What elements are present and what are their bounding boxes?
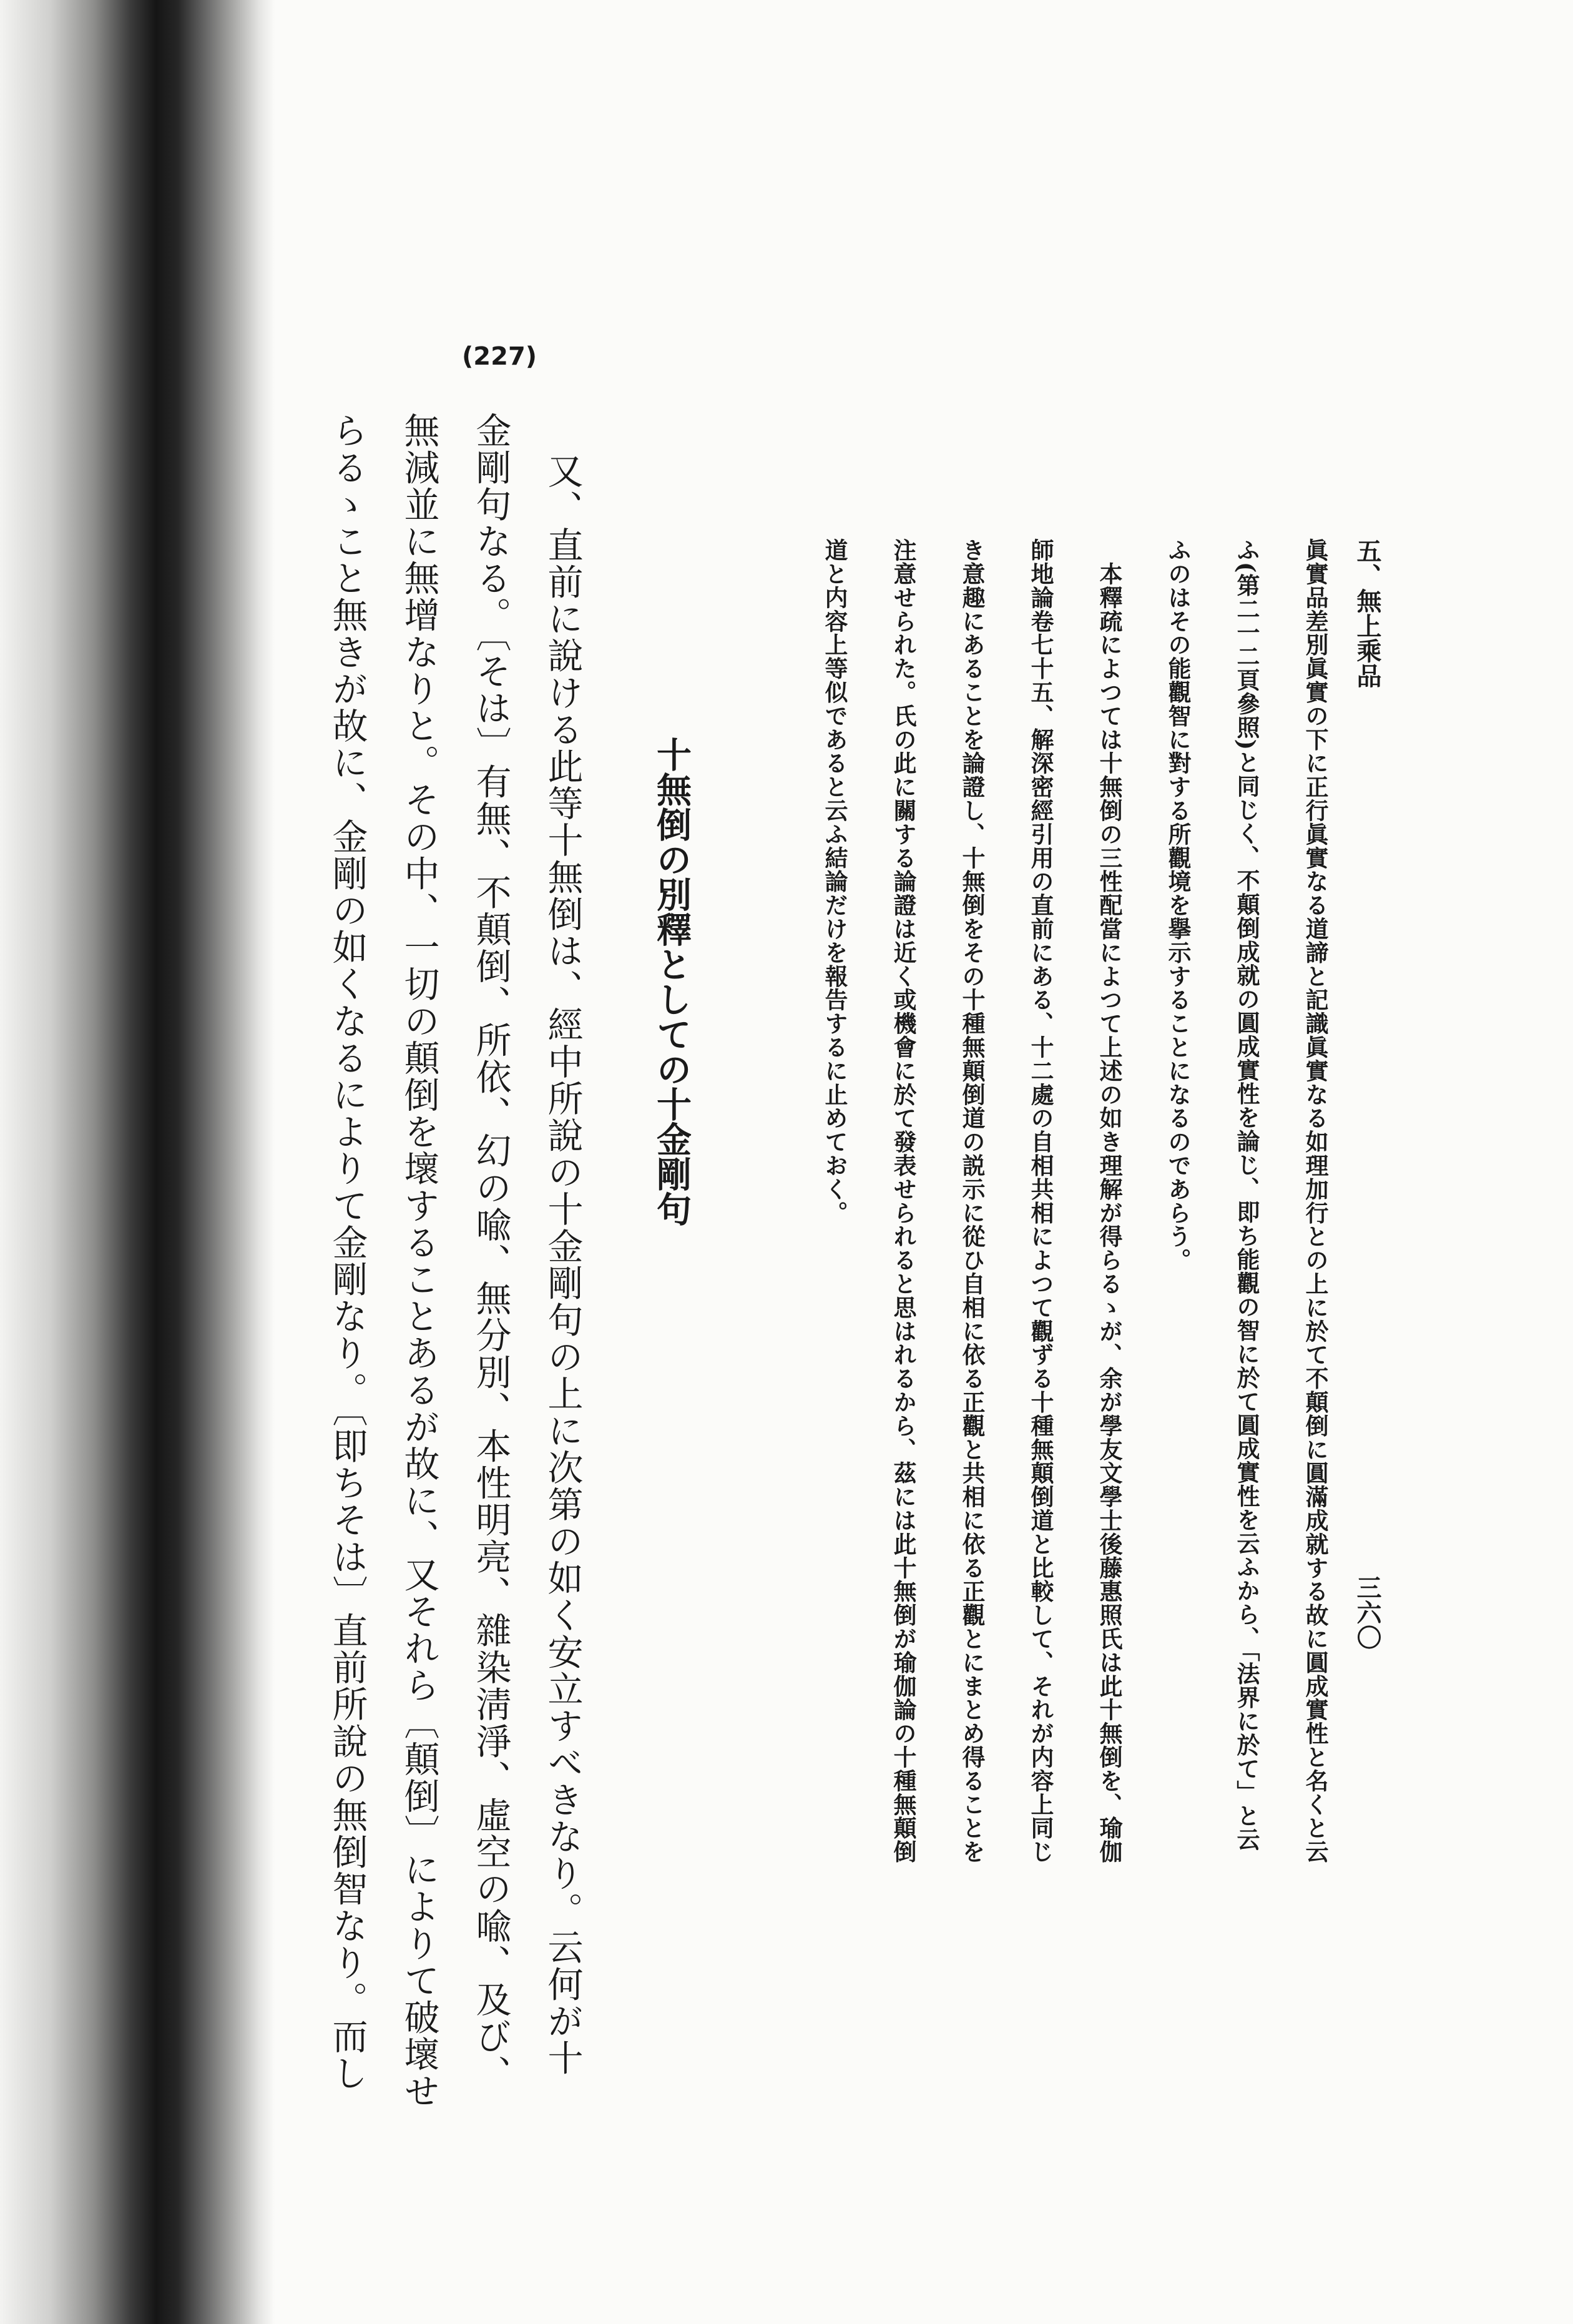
book-spine-shadow — [0, 0, 275, 2324]
text-line: 道と内容上等似であると云ふ結論だけを報告するに止めておく。 — [821, 538, 848, 1225]
text-line: ふ(第二一二頁參照)と同じく、不顛倒成就の圓成實性を論じ、即ち能觀の智に於て圓成實性を云ふから、「法界に於て」と云 — [1233, 538, 1260, 1851]
section-heading: 十無倒の別釋としての十金剛句 — [651, 737, 692, 1226]
text-line: 無減並に無增なりと。その中、一切の顛倒を壞することあるが故に、又それら〔顛倒〕によりて破壞せ — [398, 412, 439, 2110]
text-line: 注意せられた。氏の此に關する論證は近く或機會に於て發表せられると思はれるから、茲には此十無倒が瑜伽論の十種無顛倒 — [889, 538, 917, 1864]
page-number: 三六〇 — [1353, 1575, 1382, 1650]
text-line: 師地論卷七十五、解深密經引用の直前にある、十二處の自相共相によつて觀ずる十種無顛倒道と比較して、それが内容上同じ — [1027, 538, 1054, 1864]
text-line: ふのはその能觀智に對する所觀境を擧示することになるのであらう。 — [1164, 538, 1192, 1272]
text-line: き意趣にあることを論證し、十無倒をその十種無顛倒道の説示に從ひ自相に依る正觀と共相に依る正觀とにまとめ得ることを — [958, 538, 986, 1864]
text-line: 金剛句なる。〔そは〕有無、不顛倒、所依、幻の喩、無分別、本性明亮、雜染淸淨、虛空の喩、及び、 — [470, 412, 511, 2092]
text-line: らるゝこと無きが故に、金剛の如くなるによりて金剛なり。〔即ちそは〕直前所說の無倒智なり。而し — [326, 412, 368, 2092]
text-line: 眞實品差別眞實の下に正行眞實なる道諦と記識眞實なる如理加行との上に於て不顛倒に圓滿成就する故に圓成實性と名くと云 — [1301, 538, 1329, 1864]
side-page-number: (227) — [462, 342, 537, 371]
text-line: 又、直前に說ける此等十無倒は、經中所說の十金剛句の上に次第の如く安立すべきなり。云何が十 — [542, 453, 583, 2077]
text-line: 本釋疏によつては十無倒の三性配當によつて上述の如き理解が得らるゝが、余が學友文學士後藤惠照氏は此十無倒を、瑜伽 — [1095, 538, 1123, 1864]
chapter-title: 五、無上乘品 — [1353, 538, 1382, 688]
